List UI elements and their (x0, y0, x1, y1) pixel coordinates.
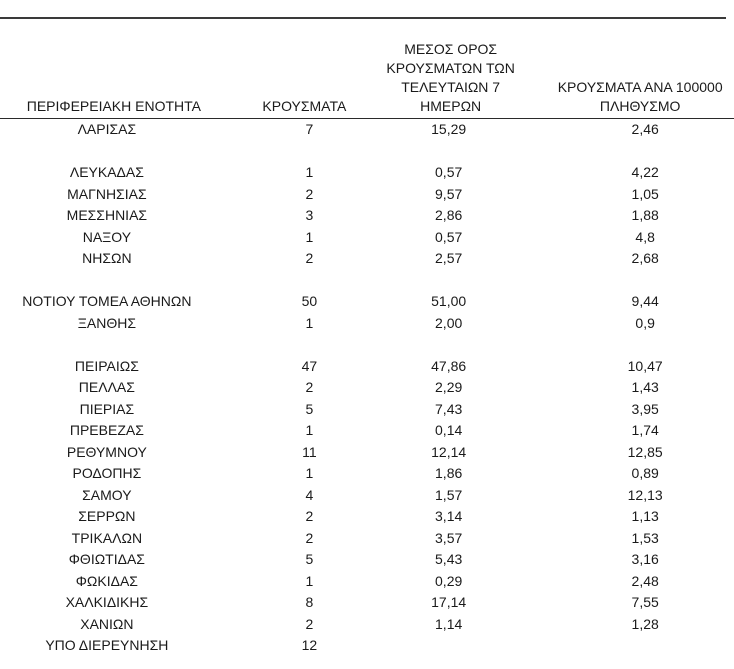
table-row (0, 119, 734, 141)
cell-cases: 47 (301, 357, 318, 374)
table-row (0, 227, 734, 249)
cell-avg7: 2,29 (435, 379, 463, 395)
header-region: ΠΕΡΙΦΕΡΕΙΑΚΗ ΕΝΟΤΗΤΑ (0, 40, 214, 119)
cell-region: ΥΠΟ ΔΙΕΡΕΥΝΗΣΗ (45, 637, 169, 653)
table-row (0, 485, 734, 507)
cell-cases: 50 (301, 293, 318, 309)
cell-cases: 5 (305, 400, 314, 417)
cell-region: ΝΗΣΩΝ (82, 250, 132, 266)
header-avg7: ΜΕΣΟΣ ΟΡΟΣ ΚΡΟΥΣΜΑΤΩΝ ΤΩΝ ΤΕΛΕΥΤΑΙΩΝ 7 ΗΜΕΡΩΝ (365, 40, 532, 119)
cell-cases: 11 (302, 443, 317, 460)
cell-region: ΤΡΙΚΑΛΩΝ (71, 529, 143, 546)
cell-cases: 4 (305, 486, 314, 503)
cell-per100k: 0,9 (635, 314, 655, 331)
cell-avg7 (365, 635, 532, 657)
table-row (0, 184, 734, 206)
cell-avg7: 1,14 (435, 615, 463, 632)
cell-avg7: 15,29 (431, 121, 467, 137)
cell-region: ΜΑΓΝΗΣΙΑΣ (67, 185, 147, 202)
cell-per100k: 1,53 (631, 529, 659, 546)
table-row (0, 356, 734, 378)
cell-region: ΠΡΕΒΕΖΑΣ (69, 422, 144, 438)
table-row (0, 463, 734, 485)
table-gap-row (0, 334, 734, 356)
cell-avg7: 12,14 (431, 443, 467, 460)
cell-region: ΜΕΣΣΗΝΙΑΣ (66, 207, 148, 223)
cell-per100k: 3,16 (631, 551, 659, 567)
cell-avg7: 3,57 (435, 529, 463, 546)
cell-region: ΣΕΡΡΩΝ (78, 508, 136, 524)
cell-avg7: 2,57 (435, 250, 463, 266)
cell-cases: 2 (305, 615, 314, 632)
cell-region: ΛΕΥΚΑΔΑΣ (69, 164, 144, 180)
cell-per100k: 1,28 (631, 615, 659, 632)
cell-per100k: 10,47 (627, 357, 663, 374)
cell-region: ΦΘΙΩΤΙΔΑΣ (68, 551, 145, 567)
cell-per100k: 2,46 (631, 121, 659, 137)
cell-per100k: 4,22 (631, 164, 659, 180)
cell-per100k: 1,74 (631, 422, 659, 438)
table-row (0, 549, 734, 571)
cell-region: ΛΑΡΙΣΑΣ (77, 121, 137, 137)
cell-avg7: 0,29 (435, 572, 463, 589)
header-cases: ΚΡΟΥΣΜΑΤΑ (214, 40, 365, 119)
table-header-row (0, 40, 734, 119)
table-gap-row (0, 141, 734, 163)
cell-per100k: 7,55 (631, 594, 659, 610)
cell-per100k: 3,95 (631, 400, 659, 417)
cell-region: ΝΟΤΙΟΥ ΤΟΜΕΑ ΑΘΗΝΩΝ (22, 293, 192, 309)
table-row (0, 162, 734, 184)
table-row (0, 506, 734, 528)
cell-per100k: 9,44 (631, 293, 659, 309)
cell-cases: 1 (305, 572, 314, 589)
table-row (0, 205, 734, 227)
cell-cases: 5 (305, 551, 314, 567)
cell-avg7: 3,14 (435, 508, 463, 524)
cell-avg7: 7,43 (435, 400, 463, 417)
top-rule (0, 17, 726, 19)
cell-region: ΠΙΕΡΙΑΣ (79, 400, 135, 417)
cell-cases: 2 (305, 250, 314, 266)
cell-cases: 8 (305, 594, 314, 610)
cell-cases: 1 (305, 314, 314, 331)
table-row (0, 592, 734, 614)
cell-region: ΞΑΝΘΗΣ (77, 314, 136, 331)
cell-region: ΝΑΞΟΥ (82, 228, 132, 245)
cell-cases: 1 (305, 228, 314, 245)
table-gap-row (0, 270, 734, 292)
cell-avg7: 0,57 (435, 164, 463, 180)
cell-region: ΠΕΙΡΑΙΩΣ (74, 357, 139, 374)
cell-cases: 1 (305, 164, 314, 180)
cell-per100k: 0,89 (631, 465, 659, 481)
cell-avg7: 51,00 (431, 293, 467, 309)
cell-region: ΧΑΝΙΩΝ (80, 615, 134, 632)
table-row (0, 399, 734, 421)
table-row (0, 442, 734, 464)
cell-per100k: 2,48 (631, 572, 659, 589)
cell-avg7: 17,14 (431, 594, 467, 610)
table-row (0, 248, 734, 270)
table-row (0, 291, 734, 313)
cell-cases: 1 (305, 465, 314, 481)
header-per100k: ΚΡΟΥΣΜΑΤΑ ΑΝΑ 100000 ΠΛΗΘΥΣΜΟ (532, 40, 734, 119)
cell-region: ΡΕΘΥΜΝΟΥ (66, 443, 147, 460)
cell-cases: 2 (305, 508, 314, 524)
cell-per100k (532, 635, 734, 657)
cell-per100k: 1,43 (631, 379, 659, 395)
cell-avg7: 1,86 (435, 465, 463, 481)
table-row (0, 313, 734, 335)
cell-avg7: 1,57 (435, 486, 463, 503)
cell-avg7: 9,57 (435, 185, 463, 202)
cell-region: ΣΑΜΟΥ (82, 486, 132, 503)
cell-avg7: 5,43 (435, 551, 463, 567)
table-row (0, 614, 734, 636)
table-row (0, 377, 734, 399)
cell-cases: 2 (305, 529, 314, 546)
cell-cases: 3 (305, 207, 314, 223)
cell-avg7: 0,57 (435, 228, 463, 245)
cell-cases: 12 (301, 637, 318, 653)
cell-avg7: 2,00 (435, 314, 463, 331)
cell-region: ΧΑΛΚΙΔΙΚΗΣ (65, 594, 149, 610)
cell-per100k: 12,13 (627, 486, 663, 503)
cell-per100k: 2,68 (631, 250, 659, 266)
cell-per100k: 1,88 (631, 207, 659, 223)
cell-cases: 7 (305, 121, 314, 137)
cell-per100k: 1,05 (631, 185, 659, 202)
cell-cases: 1 (305, 422, 314, 438)
cell-cases: 2 (305, 379, 314, 395)
table-row (0, 528, 734, 550)
table-row (0, 635, 734, 657)
cell-avg7: 0,14 (435, 422, 463, 438)
cases-table (0, 40, 734, 657)
cell-avg7: 2,86 (435, 207, 463, 223)
cell-per100k: 4,8 (635, 228, 655, 245)
cell-per100k: 1,13 (631, 508, 659, 524)
cell-region: ΦΩΚΙΔΑΣ (75, 572, 138, 589)
cell-per100k: 12,85 (627, 443, 663, 460)
cell-region: ΠΕΛΛΑΣ (78, 379, 135, 395)
table-row (0, 571, 734, 593)
cell-avg7: 47,86 (431, 357, 467, 374)
cell-cases: 2 (305, 185, 314, 202)
table-row (0, 420, 734, 442)
cell-region: ΡΟΔΟΠΗΣ (72, 465, 142, 481)
